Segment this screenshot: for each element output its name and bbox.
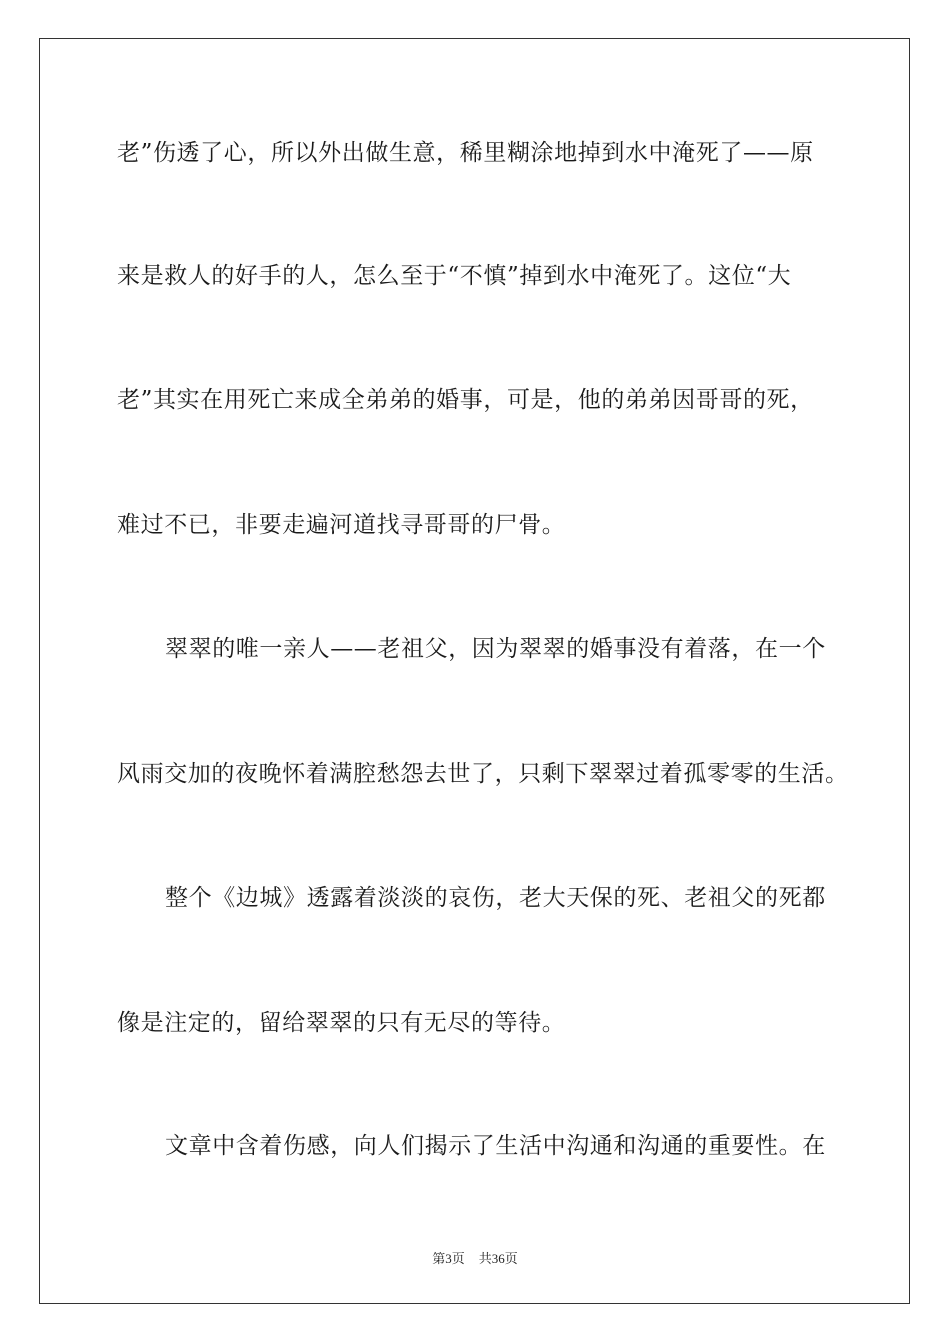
page-number: 第3页 bbox=[432, 1251, 465, 1266]
paragraph-line: 整个《边城》透露着淡淡的哀伤，老大天保的死、老祖父的死都 bbox=[165, 885, 826, 911]
paragraph-line: 像是注定的，留给翠翠的只有无尽的等待。 bbox=[117, 1010, 566, 1036]
paragraph-line: 老”其实在用死亡来成全弟弟的婚事，可是，他的弟弟因哥哥的死， bbox=[117, 387, 814, 413]
paragraph-line: 风雨交加的夜晚怀着满腔愁怨去世了，只剩下翠翠过着孤零零的生活。 bbox=[117, 761, 849, 787]
page-footer bbox=[0, 1248, 950, 1267]
paragraph-line: 老”伤透了心，所以外出做生意，稀里糊涂地掉到水中淹死了——原 bbox=[117, 140, 814, 166]
paragraph-line: 来是救人的好手的人，怎么至于“不慎”掉到水中淹死了。这位“大 bbox=[117, 263, 792, 289]
total-pages: 共36页 bbox=[478, 1251, 518, 1266]
page-border bbox=[39, 38, 910, 1304]
paragraph-line: 文章中含着伤感，向人们揭示了生活中沟通和沟通的重要性。在 bbox=[165, 1133, 826, 1159]
paragraph-line: 翠翠的唯一亲人——老祖父，因为翠翠的婚事没有着落，在一个 bbox=[165, 636, 826, 662]
paragraph-line: 难过不已，非要走遍河道找寻哥哥的尸骨。 bbox=[117, 512, 566, 538]
